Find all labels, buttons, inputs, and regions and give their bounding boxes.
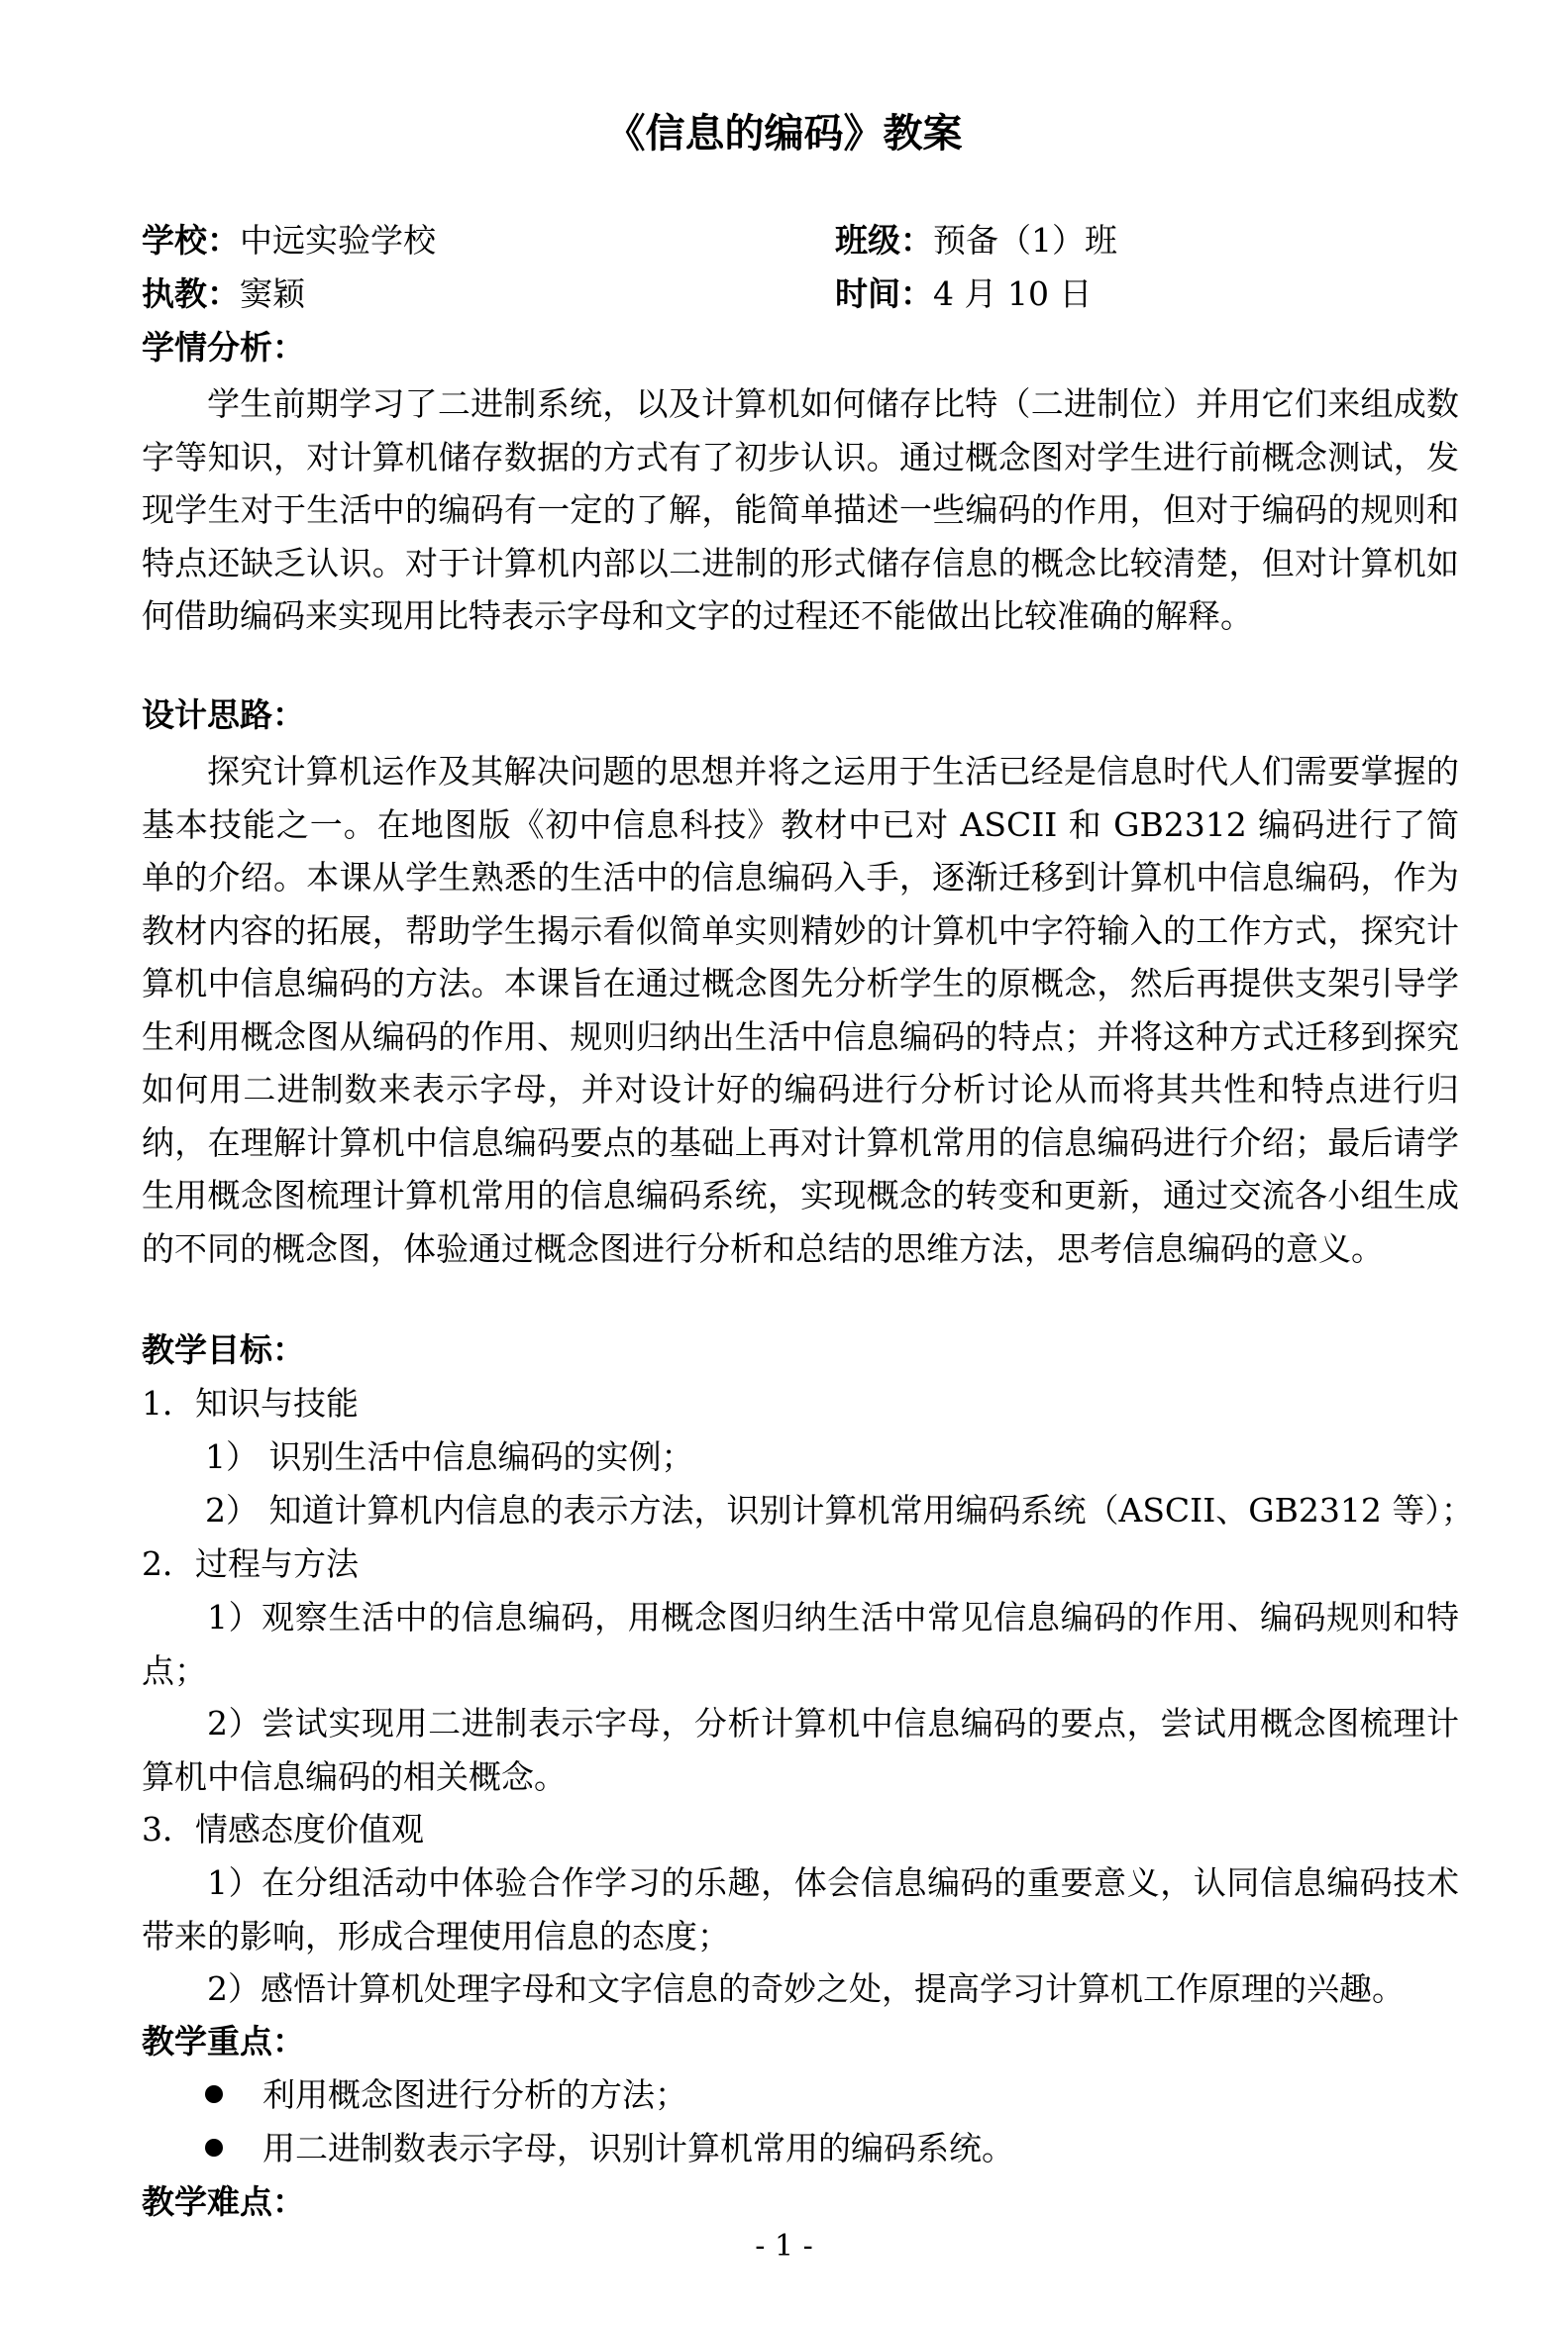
bullet-dot-icon [205,2085,223,2103]
time-value: 4 月 10 日 [933,274,1093,313]
goal3-title: 3．情感态度价值观 [142,1810,424,1849]
key-point-item-1 [205,2070,687,2120]
goal1-item2: 2） 知道计算机内信息的表示方法，识别计算机常用编码系统（ASCII、GB2312 等）； [205,1491,1474,1530]
class-value: 预备（1）班 [933,221,1117,260]
class-label: 班级： [835,221,933,260]
analysis-heading: 学情分析： [142,328,305,367]
teacher-label: 执教： [142,274,240,313]
time-info [835,269,1092,319]
school-value: 中远实验学校 [240,221,436,260]
key-point-text-2: 用二进制数表示字母，识别计算机常用的编码系统。 [262,2129,1014,2167]
design-heading: 设计思路： [142,695,305,734]
class-info [835,216,1117,265]
school-label: 学校： [142,221,240,260]
key-point-text-1: 利用概念图进行分析的方法； [262,2075,687,2114]
time-label: 时间： [835,274,933,313]
difficulty-heading: 教学难点： [142,2182,305,2221]
analysis-paragraph: 学生前期学习了二进制系统，以及计算机如何储存比特（二进制位）并用它们来组成数字等知识，对计算机储存数据的方式有了初步认识。通过概念图对学生进行前概念测试，发现学生对于生活中的编码有一定的了解，能简单描述一些编码的作用，但对于编码的规则和特点还缺乏认识。对于计算机内部以二进制的形式储存信息的概念比较清楚，但对计算机如何借助编码来实现用比特表示字母和文字的过程还不能做出比较准确的解释。 [142,384,1459,635]
key-points-heading: 教学重点： [142,2022,305,2061]
school-info [142,216,436,265]
goal2-item1: 1）观察生活中的信息编码，用概念图归纳生活中常见信息编码的作用、编码规则和特点； [142,1598,1459,1690]
teacher-value: 窦颖 [240,274,305,313]
goal3-item2: 2）感悟计算机处理字母和文字信息的奇妙之处，提高学习计算机工作原理的兴趣。 [207,1969,1405,2008]
page-number: - 1 - [755,2229,813,2264]
goal2-item2: 2）尝试实现用二进制表示字母，分析计算机中信息编码的要点，尝试用概念图梳理计算机中信息编码的相关概念。 [142,1704,1459,1796]
teacher-info [142,269,305,319]
design-paragraph: 探究计算机运作及其解决问题的思想并将之运用于生活已经是信息时代人们需要掌握的基本技能之一。在地图版《初中信息科技》教材中已对 ASCII 和 GB2312 编码进行了简单的介绍。本课从学生熟悉的生活中的信息编码入手，逐渐迁移到计算机中信息编码，作为教材内容的拓展，帮助学生揭示看似简单实则精妙的计算机中字符输入的工作方式，探究计算机中信息编码的方法。本课旨在通过概念图先分析学生的原概念，然后再提供支架引导学生利用概念图从编码的作用、规则归纳出生活中信息编码的特点；并将这种方式迁移到探究如何用二进制数来表示字母，并对设计好的编码进行分析讨论从而将其共性和特点进行归纳，在理解计算机中信息编码要点的基础上再对计算机常用的信息编码进行介绍；最后请学生用概念图梳理计算机常用的信息编码系统，实现概念的转变和更新，通过交流各小组生成的不同的概念图，体验通过概念图进行分析和总结的思维方法，思考信息编码的意义。 [142,752,1460,1268]
key-point-item-2 [205,2124,1014,2173]
goals-heading: 教学目标： [142,1330,305,1369]
goal1-item1: 1） 识别生活中信息编码的实例； [205,1437,694,1476]
goal2-title: 2．过程与方法 [142,1544,359,1583]
goal3-item1: 1）在分组活动中体验合作学习的乐趣，体会信息编码的重要意义，认同信息编码技术带来的影响，形成合理使用信息的态度； [142,1863,1459,1956]
document-title: 《信息的编码》教案 [605,111,963,157]
bullet-dot-icon [205,2139,223,2157]
goal1-title: 1．知识与技能 [142,1384,359,1423]
